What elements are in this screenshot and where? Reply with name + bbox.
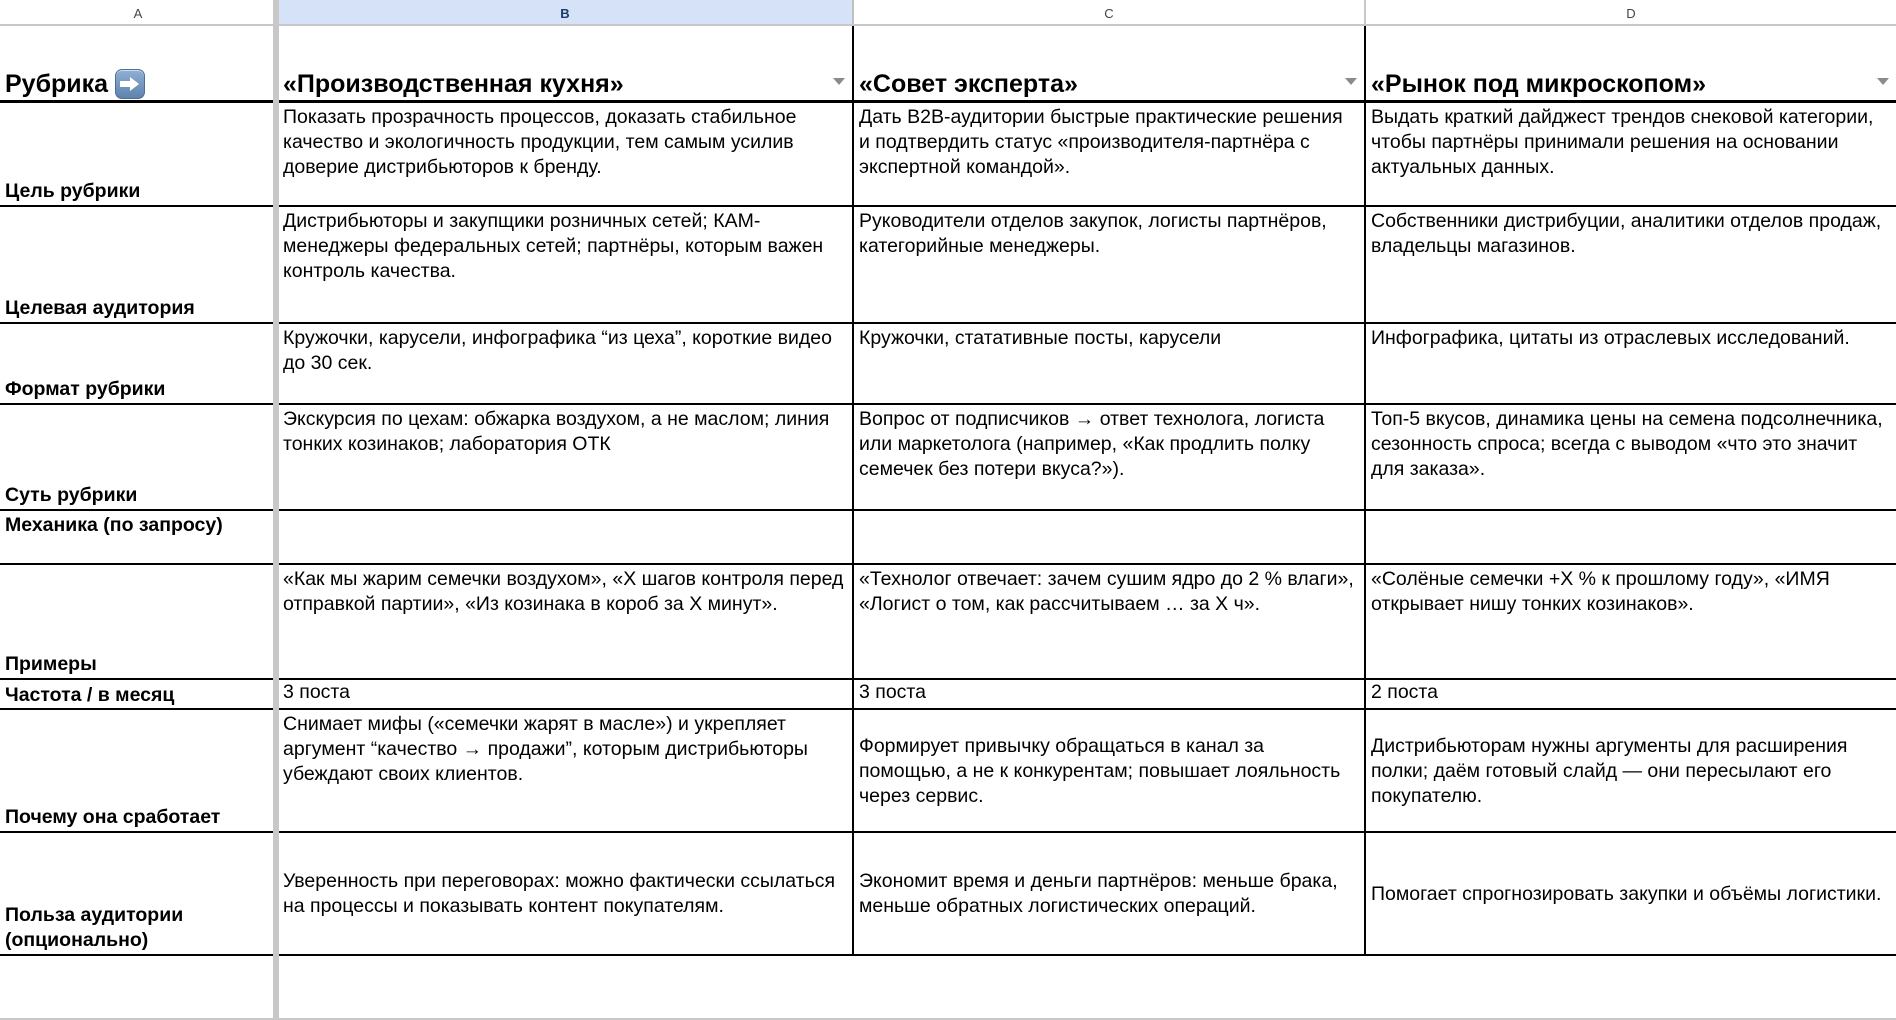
cell-d[interactable]: Собственники дистрибуции, аналитики отделов продаж, владельцы магазинов. — [1366, 207, 1896, 324]
cell-b[interactable]: Показать прозрачность процессов, доказать стабильное качество и экологичность продукции, тем самым усилив доверие дистрибьюторов к бренду. — [278, 103, 854, 207]
cell-c[interactable]: Дать B2B-аудитории быстрые практические решения и подтвердить статус «производителя-партнёра с экспертной командой». — [854, 103, 1366, 207]
cell-c1-column-title[interactable] — [854, 26, 1366, 103]
sheet-grid — [0, 26, 1896, 956]
cell-d[interactable]: Дистрибьюторам нужны аргументы для расширения полки; даём готовый слайд — они пересылают его покупателю. — [1366, 710, 1896, 833]
cell-d[interactable]: «Солёные семечки +Х % к прошлому году», «ИМЯ открывает нишу тонких козинаков». — [1366, 565, 1896, 680]
cell-d[interactable] — [1366, 511, 1896, 565]
cell-c[interactable]: Кружочки, статативные посты, карусели — [854, 324, 1366, 405]
header-a-label: Рубрика — [5, 70, 109, 98]
cell-d[interactable]: Топ-5 вкусов, динамика цены на семена подсолнечника, сезонность спроса; всегда с выводом «что это значит для заказа». — [1366, 405, 1896, 511]
cell-c[interactable]: Формирует привычку обращаться в канал за помощью, а не к конкурентам; повышает лояльность через сервис. — [854, 710, 1366, 833]
row-label-cell[interactable] — [0, 680, 278, 710]
cell-b[interactable]: Экскурсия по цехам: обжарка воздухом, а не маслом; линия тонких козинаков; лаборатория ОТК — [278, 405, 854, 511]
cell-c[interactable] — [854, 511, 1366, 565]
cell-c[interactable]: 3 поста — [854, 680, 1366, 710]
right-arrow-emoji-icon — [115, 69, 145, 99]
cell-b[interactable]: 3 поста — [278, 680, 854, 710]
table-row — [0, 833, 1896, 956]
table-row — [0, 324, 1896, 405]
row-label-cell[interactable] — [0, 565, 278, 680]
cell-c[interactable]: Руководители отделов закупок, логисты партнёров, категорийные менеджеры. — [854, 207, 1366, 324]
row-label: Целевая аудитория — [5, 297, 195, 319]
column-header-c[interactable]: C — [854, 0, 1366, 26]
row-label-cell[interactable] — [0, 833, 278, 956]
cell-c[interactable]: Вопрос от подписчиков → ответ технолога, логиста или маркетолога (например, «Как продлить полку семечек без потери вкуса?»). — [854, 405, 1366, 511]
cell-d[interactable]: Помогает спрогнозировать закупки и объёмы логистики. — [1366, 833, 1896, 956]
table-header-row — [0, 26, 1896, 103]
table-row — [0, 710, 1896, 833]
table-row — [0, 207, 1896, 324]
cell-b1-column-title[interactable] — [278, 26, 854, 103]
table-row — [0, 680, 1896, 710]
header-c-label: «Совет эксперта» — [859, 70, 1078, 98]
header-d-label: «Рынок под микроскопом» — [1371, 70, 1706, 98]
table-row — [0, 405, 1896, 511]
row-label: Суть рубрики — [5, 484, 138, 506]
cell-b[interactable]: «Как мы жарим семечки воздухом», «Х шагов контроля перед отправкой партии», «Из козинака в короб за Х минут». — [278, 565, 854, 680]
row-label: Почему она сработает — [5, 806, 221, 828]
cell-d[interactable]: 2 поста — [1366, 680, 1896, 710]
cell-d1-column-title[interactable] — [1366, 26, 1896, 103]
column-header-a[interactable]: A — [0, 0, 278, 26]
row-label-cell[interactable] — [0, 511, 278, 565]
row-label: Частота / в месяц — [5, 684, 175, 706]
row-label-cell[interactable] — [0, 324, 278, 405]
row-label: Примеры — [5, 653, 97, 675]
row-label: Польза аудитории (опционально) — [5, 904, 184, 951]
row-label-cell[interactable] — [0, 103, 278, 207]
cell-b[interactable]: Кружочки, карусели, инфографика “из цеха”, короткие видео до 30 сек. — [278, 324, 854, 405]
cell-c[interactable]: «Технолог отвечает: зачем сушим ядро до 2 % влаги», «Логист о том, как рассчитываем … за Х ч». — [854, 565, 1366, 680]
cell-b[interactable] — [278, 511, 854, 565]
row-label: Формат рубрики — [5, 378, 166, 400]
table-row — [0, 511, 1896, 565]
cell-c[interactable]: Экономит время и деньги партнёров: меньше брака, меньше обратных логистических операций. — [854, 833, 1366, 956]
filter-dropdown-icon-c[interactable] — [1345, 78, 1357, 85]
row-label-cell[interactable] — [0, 710, 278, 833]
row-label-cell[interactable] — [0, 207, 278, 324]
column-header-b[interactable]: B — [278, 0, 854, 26]
column-header-d[interactable]: D — [1366, 0, 1896, 26]
row-label: Механика (по запросу) — [5, 514, 223, 536]
column-header-band — [0, 0, 1896, 26]
cell-d[interactable]: Выдать краткий дайджест трендов снековой категории, чтобы партнёры принимали решения на основании актуальных данных. — [1366, 103, 1896, 207]
cell-b[interactable]: Снимает мифы («семечки жарят в масле») и укрепляет аргумент “качество → продажи”, которым дистрибьюторы убеждают своих клиентов. — [278, 710, 854, 833]
cell-b[interactable]: Уверенность при переговорах: можно фактически ссылаться на процессы и показывать контент покупателям. — [278, 833, 854, 956]
cell-a1-rubric-title[interactable] — [0, 26, 278, 103]
header-b-label: «Производственная кухня» — [283, 70, 624, 98]
row-label-cell[interactable] — [0, 405, 278, 511]
row-label: Цель рубрики — [5, 180, 141, 202]
filter-dropdown-icon-d[interactable] — [1877, 78, 1889, 85]
cell-b[interactable]: Дистрибьюторы и закупщики розничных сетей; КАМ-менеджеры федеральных сетей; партнёры, которым важен контроль качества. — [278, 207, 854, 324]
table-row — [0, 103, 1896, 207]
cell-d[interactable]: Инфографика, цитаты из отраслевых исследований. — [1366, 324, 1896, 405]
filter-dropdown-icon-b[interactable] — [833, 78, 845, 85]
table-row — [0, 565, 1896, 680]
